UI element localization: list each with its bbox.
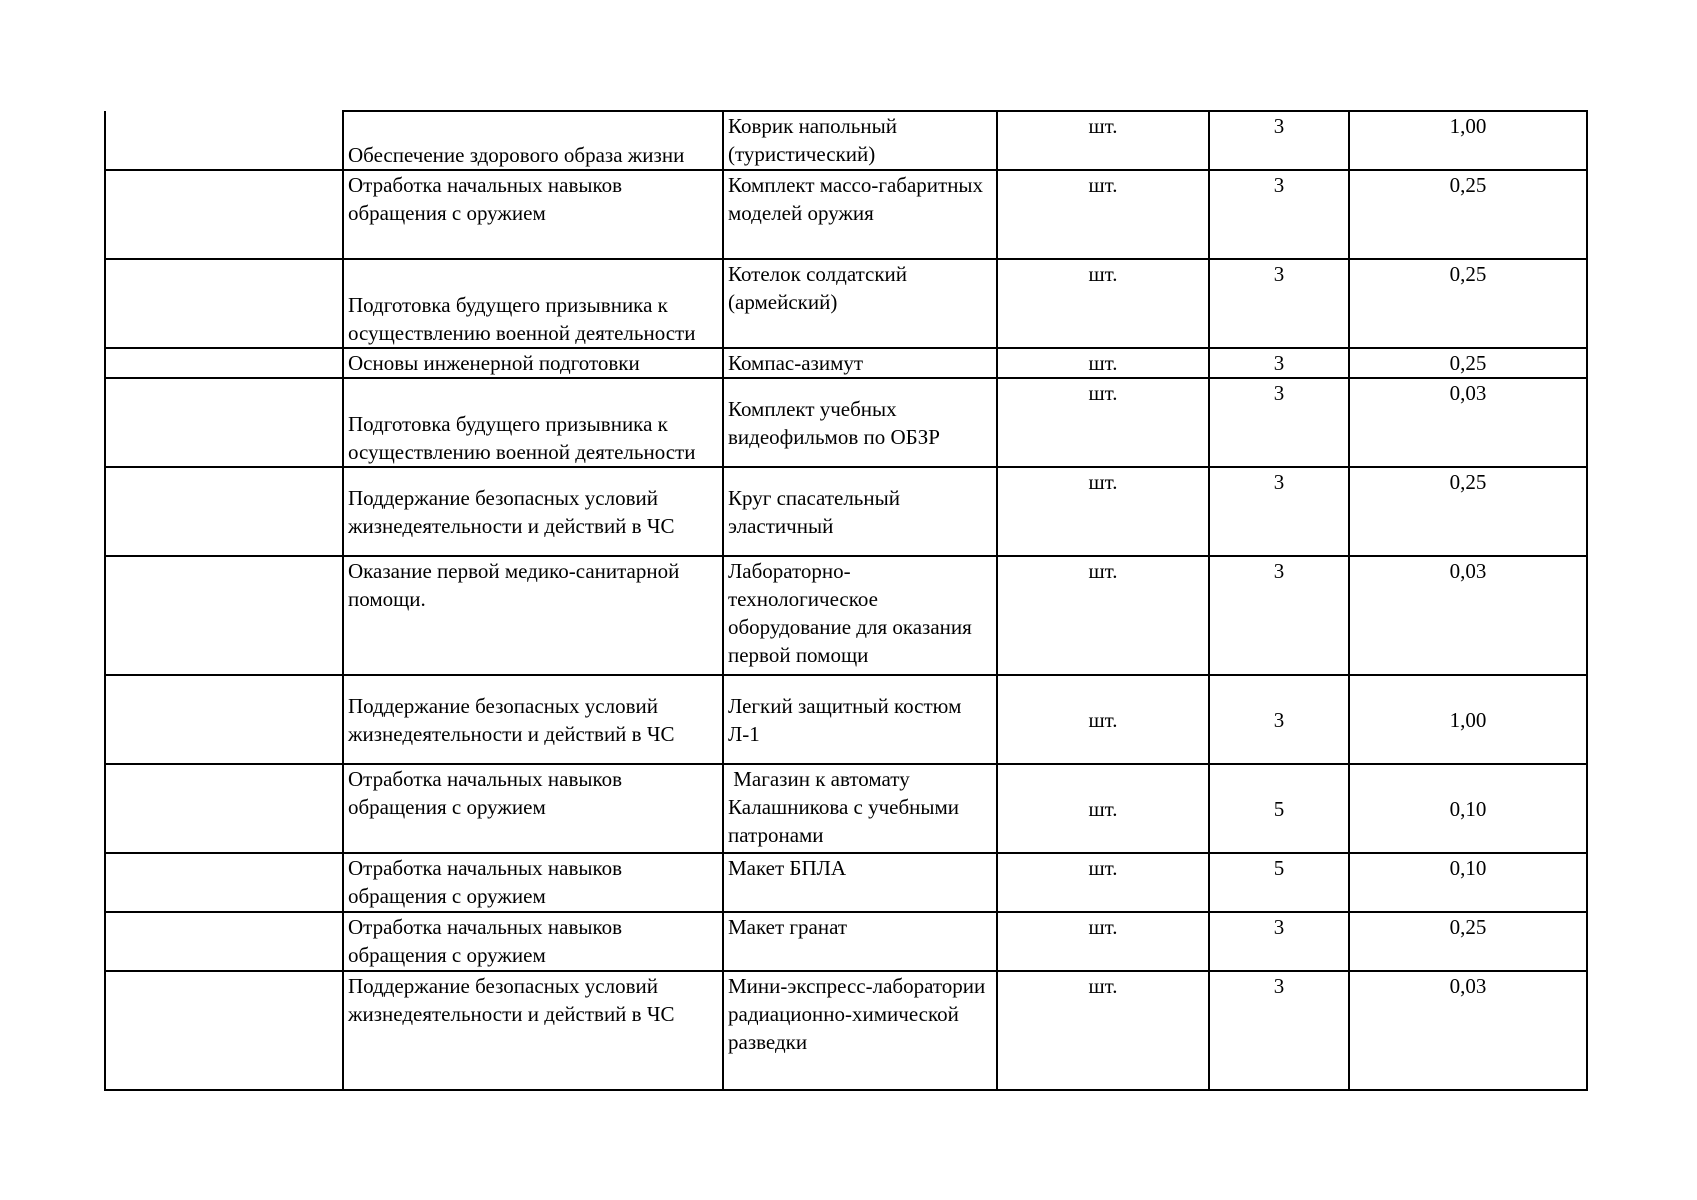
section-cell: Подготовка будущего призывника к осуществлению военной деятельности — [343, 259, 723, 348]
table-body — [105, 111, 1587, 1090]
value-cell: 1,00 — [1349, 111, 1587, 170]
quantity-cell: 3 — [1209, 378, 1349, 467]
quantity-cell: 3 — [1209, 971, 1349, 1090]
item-name-cell: Комплект учебных видеофильмов по ОБЗР — [723, 378, 997, 467]
unit-cell: шт. — [997, 675, 1209, 764]
section-cell: Отработка начальных навыков обращения с оружием — [343, 912, 723, 971]
table-row — [105, 675, 1587, 764]
unit-cell: шт. — [997, 467, 1209, 556]
item-name-cell: Котелок солдатский (армейский) — [723, 259, 997, 348]
quantity-cell: 3 — [1209, 111, 1349, 170]
empty-cell — [105, 764, 343, 853]
empty-cell — [105, 170, 343, 259]
quantity-cell: 3 — [1209, 467, 1349, 556]
section-cell: Подготовка будущего призывника к осуществлению военной деятельности — [343, 378, 723, 467]
table-row — [105, 259, 1587, 348]
item-name-cell: Легкий защитный костюм Л-1 — [723, 675, 997, 764]
empty-cell — [105, 675, 343, 764]
table-row — [105, 348, 1587, 378]
item-name-cell: Магазин к автомату Калашникова с учебными патронами — [723, 764, 997, 853]
quantity-cell: 3 — [1209, 912, 1349, 971]
empty-cell — [105, 971, 343, 1090]
empty-cell — [105, 853, 343, 912]
empty-cell — [105, 259, 343, 348]
table-row — [105, 111, 1587, 170]
empty-cell — [105, 378, 343, 467]
table-row — [105, 764, 1587, 853]
value-cell: 0,25 — [1349, 467, 1587, 556]
unit-cell: шт. — [997, 853, 1209, 912]
quantity-cell: 3 — [1209, 259, 1349, 348]
quantity-cell: 5 — [1209, 853, 1349, 912]
value-cell: 0,25 — [1349, 259, 1587, 348]
table-row — [105, 467, 1587, 556]
section-cell: Оказание первой медико-санитарной помощи. — [343, 556, 723, 675]
item-name-cell: Мини-экспресс-лаборатории радиационно-химической разведки — [723, 971, 997, 1090]
empty-cell — [105, 912, 343, 971]
table-row — [105, 170, 1587, 259]
empty-cell — [105, 348, 343, 378]
value-cell: 0,25 — [1349, 170, 1587, 259]
value-cell: 1,00 — [1349, 675, 1587, 764]
table-row — [105, 556, 1587, 675]
table-row — [105, 912, 1587, 971]
unit-cell: шт. — [997, 378, 1209, 467]
section-cell: Основы инженерной подготовки — [343, 348, 723, 378]
section-cell: Отработка начальных навыков обращения с оружием — [343, 764, 723, 853]
section-cell: Отработка начальных навыков обращения с оружием — [343, 170, 723, 259]
value-cell: 0,25 — [1349, 912, 1587, 971]
quantity-cell: 5 — [1209, 764, 1349, 853]
value-cell: 0,03 — [1349, 556, 1587, 675]
section-cell: Обеспечение здорового образа жизни — [343, 111, 723, 170]
value-cell: 0,25 — [1349, 348, 1587, 378]
quantity-cell: 3 — [1209, 675, 1349, 764]
table-row — [105, 971, 1587, 1090]
item-name-cell: Компас-азимут — [723, 348, 997, 378]
equipment-table — [104, 110, 1588, 1091]
section-cell: Отработка начальных навыков обращения с оружием — [343, 853, 723, 912]
quantity-cell: 3 — [1209, 556, 1349, 675]
empty-cell — [105, 467, 343, 556]
unit-cell: шт. — [997, 971, 1209, 1090]
item-name-cell: Круг спасательный эластичный — [723, 467, 997, 556]
item-name-cell: Макет гранат — [723, 912, 997, 971]
empty-cell — [105, 111, 343, 170]
quantity-cell: 3 — [1209, 170, 1349, 259]
value-cell: 0,03 — [1349, 378, 1587, 467]
quantity-cell: 3 — [1209, 348, 1349, 378]
unit-cell: шт. — [997, 912, 1209, 971]
unit-cell: шт. — [997, 259, 1209, 348]
value-cell: 0,10 — [1349, 764, 1587, 853]
unit-cell: шт. — [997, 170, 1209, 259]
unit-cell: шт. — [997, 764, 1209, 853]
item-name-cell: Комплект массо-габаритных моделей оружия — [723, 170, 997, 259]
unit-cell: шт. — [997, 348, 1209, 378]
item-name-cell: Лабораторно-технологическое оборудование для оказания первой помощи — [723, 556, 997, 675]
item-name-cell: Макет БПЛА — [723, 853, 997, 912]
section-cell: Поддержание безопасных условий жизнедеятельности и действий в ЧС — [343, 971, 723, 1090]
empty-cell — [105, 556, 343, 675]
unit-cell: шт. — [997, 556, 1209, 675]
table-row — [105, 378, 1587, 467]
section-cell: Поддержание безопасных условий жизнедеятельности и действий в ЧС — [343, 467, 723, 556]
section-cell: Поддержание безопасных условий жизнедеятельности и действий в ЧС — [343, 675, 723, 764]
unit-cell: шт. — [997, 111, 1209, 170]
value-cell: 0,03 — [1349, 971, 1587, 1090]
item-name-cell: Коврик напольный (туристический) — [723, 111, 997, 170]
value-cell: 0,10 — [1349, 853, 1587, 912]
table-row — [105, 853, 1587, 912]
